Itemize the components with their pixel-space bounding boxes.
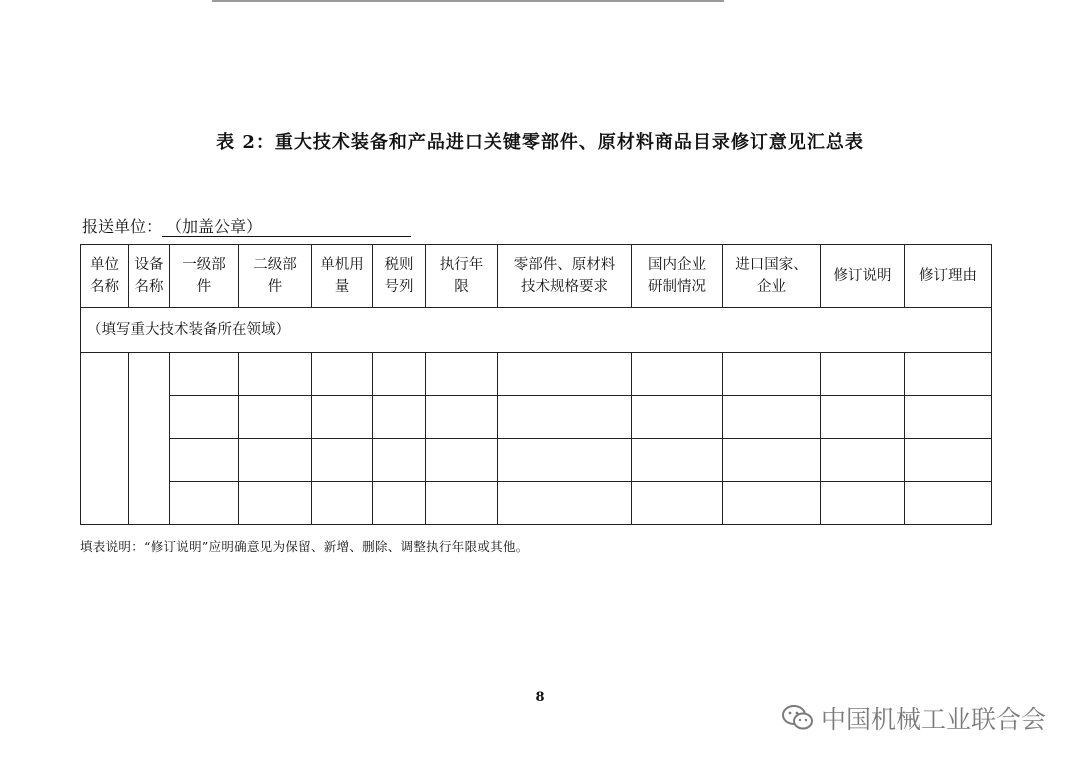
- column-header: [312, 245, 373, 308]
- table-cell: [498, 396, 632, 439]
- column-header-line: 国内企业: [648, 257, 706, 273]
- table-cell: [239, 353, 312, 396]
- table-cell: [312, 482, 373, 525]
- table-row: [81, 396, 992, 439]
- scan-edge-line: [212, 0, 724, 2]
- page-title: 表 2：重大技术装备和产品进口关键零部件、原材料商品目录修订意见汇总表: [216, 132, 864, 153]
- column-header-line: 量: [334, 279, 350, 295]
- wechat-icon: [781, 703, 815, 733]
- column-header-line: 研制情况: [648, 279, 706, 295]
- column-header-line: 税则: [384, 257, 414, 273]
- table-cell: [821, 482, 905, 525]
- column-header-line: 件: [267, 279, 283, 295]
- column-header-line: 修订说明: [833, 268, 892, 284]
- table-cell: [632, 439, 723, 482]
- table-cell: [905, 396, 992, 439]
- table-cell: [498, 482, 632, 525]
- unit-name-cell: [81, 353, 129, 525]
- column-header-line: 一级部: [182, 257, 226, 273]
- table-cell: [426, 439, 498, 482]
- table-cell: [723, 439, 821, 482]
- table-cell: [426, 353, 498, 396]
- table-cell: [373, 353, 426, 396]
- table-cell: [632, 353, 723, 396]
- field-row-cell: （填写重大技术装备所在领域）: [81, 308, 992, 353]
- column-header: [905, 245, 992, 308]
- column-header-line: 二级部: [253, 257, 297, 273]
- table-cell: [373, 396, 426, 439]
- table-cell: [723, 353, 821, 396]
- column-header: [373, 245, 426, 308]
- column-header-line: 进口国家、: [735, 257, 808, 273]
- column-header-line: 执行年: [439, 257, 484, 273]
- column-header-line: 名称: [90, 279, 119, 295]
- table-cell: [239, 482, 312, 525]
- field-row: [81, 308, 992, 353]
- submitter-line: [82, 214, 411, 237]
- table-cell: [632, 482, 723, 525]
- table-cell: [239, 439, 312, 482]
- table-cell: [239, 396, 312, 439]
- column-header-line: 零部件、原材料: [513, 257, 616, 273]
- column-header: [81, 245, 129, 308]
- header-row: [81, 245, 992, 308]
- submitter-field: （加盖公章）: [162, 218, 411, 237]
- table-cell: [373, 482, 426, 525]
- table-row: [81, 439, 992, 482]
- table-cell: [905, 439, 992, 482]
- column-header: [426, 245, 498, 308]
- summary-table: [80, 244, 992, 525]
- table-cell: [905, 353, 992, 396]
- page-number: 8: [535, 690, 545, 705]
- column-header: [239, 245, 312, 308]
- table-cell: [170, 439, 239, 482]
- column-header-line: 修订理由: [919, 268, 977, 284]
- column-header-line: 号列: [384, 279, 414, 295]
- column-header-line: 企业: [757, 279, 786, 295]
- fill-instructions: 填表说明：“修订说明”应明确意见为保留、新增、删除、调整执行年限或其他。: [80, 539, 529, 554]
- table-cell: [723, 482, 821, 525]
- table-cell: [312, 353, 373, 396]
- table-cell: [632, 396, 723, 439]
- column-header-line: 单位: [90, 257, 119, 273]
- column-header: [498, 245, 632, 308]
- column-header-line: 技术规格要求: [521, 279, 608, 295]
- column-header-line: 名称: [134, 279, 164, 295]
- column-header: [821, 245, 905, 308]
- column-header: [129, 245, 170, 308]
- column-header-line: 设备: [134, 257, 164, 273]
- table-cell: [821, 396, 905, 439]
- table-cell: [426, 482, 498, 525]
- table-cell: [821, 353, 905, 396]
- table-cell: [312, 396, 373, 439]
- table-cell: [170, 396, 239, 439]
- column-header-line: 单机用: [320, 257, 364, 273]
- table-cell: [498, 353, 632, 396]
- table-row: [81, 353, 992, 396]
- column-header-line: 件: [196, 279, 212, 295]
- submitter-label: 报送单位：: [82, 217, 163, 236]
- table-cell: [905, 482, 992, 525]
- table-cell: [373, 439, 426, 482]
- column-header-line: 限: [454, 279, 469, 295]
- column-header: [170, 245, 239, 308]
- table-cell: [498, 439, 632, 482]
- table-cell: [426, 396, 498, 439]
- table-cell: [170, 353, 239, 396]
- table-cell: [723, 396, 821, 439]
- watermark-text: 中国机械工业联合会: [820, 705, 1046, 734]
- watermark: [781, 700, 1046, 736]
- column-header: [632, 245, 723, 308]
- table-cell: [312, 439, 373, 482]
- column-header: [723, 245, 821, 308]
- table-cell: [170, 482, 239, 525]
- equipment-name-cell: [129, 353, 170, 525]
- table-cell: [821, 439, 905, 482]
- table-row: [81, 482, 992, 525]
